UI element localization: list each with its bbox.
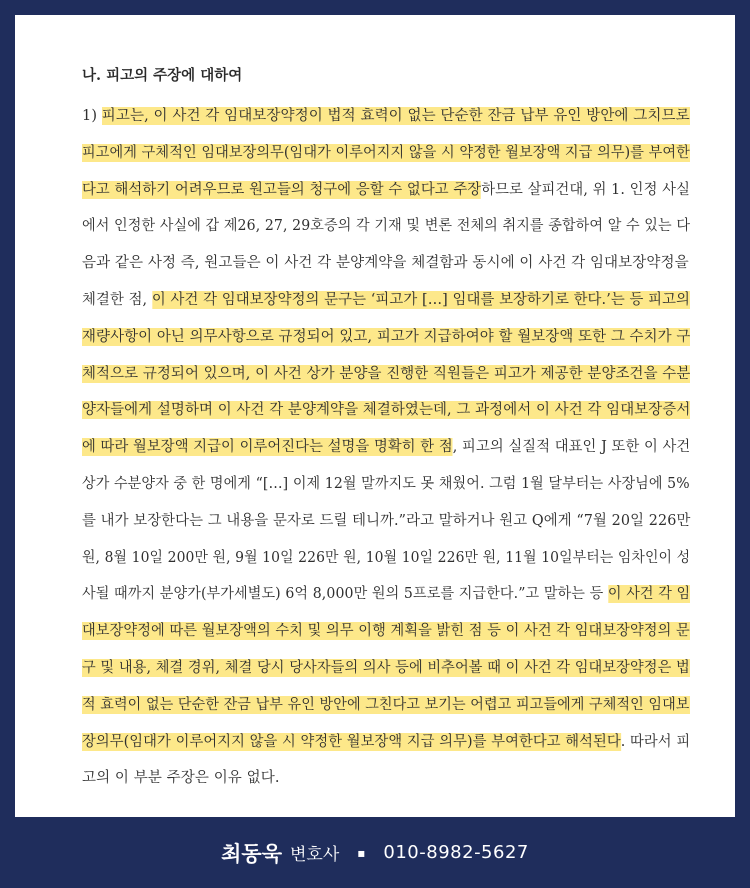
- highlighted-text: 다고 해석하기 어려우므로 원고들의 청구에 응할 수 없다고 주장: [82, 181, 482, 198]
- section-heading: 나. 피고의 주장에 대하여: [82, 67, 243, 84]
- highlighted-text: 재량사항이 아닌 의무사항으로 규정되어 있고, 피고가 지급하여야 할 월보장액 또한 그 수치가 구: [82, 328, 691, 345]
- lawyer-title: 변호사: [289, 845, 340, 865]
- text-line: [82, 288, 690, 309]
- plain-text: , 피고의 실질적 대표인 J 또한 이 사건: [452, 439, 691, 456]
- text-line: [82, 398, 690, 419]
- text-line: [82, 730, 690, 751]
- separator-bullet: ▪: [357, 845, 366, 860]
- text-line: [82, 141, 690, 162]
- highlighted-text: 에 따라 월보장액 지급이 이루어진다는 설명을 명확히 한 점: [82, 439, 453, 456]
- highlighted-text: 적 효력이 없는 단순한 잔금 납부 유인 방안에 그친다고 보기는 어렵고 피고들에게 구체적인 임대보: [82, 696, 690, 713]
- plain-text: 에서 인정한 사실에 갑 제26, 27, 29호증의 각 기재 및 변론 전체의 취지를 종합하여 알 수 있는 다: [82, 218, 691, 235]
- text-line: [82, 251, 689, 272]
- plain-text: 1): [82, 108, 102, 124]
- highlighted-text: 이 사건 각 임: [607, 586, 691, 603]
- highlighted-text: 구 및 내용, 체결 경위, 체결 당시 당사자들의 의사 등에 비추어볼 때 이 사건 각 임대보장약정은 법: [82, 660, 690, 676]
- text-line: [82, 178, 690, 199]
- text-line: [82, 766, 280, 787]
- plain-text: 하므로 살피건대, 위 1. 인정 사실: [481, 181, 691, 198]
- text-line: [82, 656, 690, 677]
- plain-text: 를 내가 보장한다는 그 내용을 문자로 드릴 테니까.”라고 말하거나 원고 Q에게 “7월 20일 226만: [82, 512, 691, 529]
- document-page: [15, 15, 735, 817]
- lawyer-name: 최동욱: [221, 841, 282, 866]
- highlighted-text: 체적으로 규정되어 있으며, 이 사건 상가 분양을 진행한 직원들은 피고가 제공한 분양조건을 수분: [82, 365, 691, 382]
- text-line: [82, 104, 690, 125]
- plain-text: 음과 같은 사정 즉, 원고들은 이 사건 각 분양계약을 체결함과 동시에 이 사건 각 임대보장약정을: [82, 255, 689, 272]
- text-line: [82, 619, 690, 640]
- text-line: [82, 509, 690, 530]
- text-line: [82, 546, 690, 567]
- highlighted-text: 대보장약정에 따른 월보장액의 수치 및 의무 이행 계획을 밝힌 점 등 이 사건 각 임대보장약정의 문: [82, 623, 690, 640]
- highlighted-text: 이 사건 각 임대보장약정의 문구는 ‘피고가 […] 임대를 보장하기로 한다.’는 등 피고의: [151, 292, 691, 308]
- plain-text: 사될 때까지 분양가(부가세별도) 6억 8,000만 원의 5프로를 지급한다.”고 말하는 등: [82, 586, 608, 603]
- text-line: [82, 472, 690, 493]
- text-line: [82, 435, 690, 456]
- footer-bar: [0, 817, 750, 888]
- plain-text: . 따라서 피: [620, 733, 691, 750]
- highlighted-text: 피고는, 이 사건 각 임대보장약정이 법적 효력이 없는 단순한 잔금 납부 유인 방안에 그치므로: [101, 108, 690, 124]
- highlighted-text: 장의무(임대가 이루어지지 않을 시 약정한 월보장액 지급 의무)를 부여한다고 해석된다: [82, 733, 621, 750]
- text-line: [82, 362, 690, 383]
- text-line: [82, 325, 690, 346]
- plain-text: 고의 이 부분 주장은 이유 없다.: [82, 770, 280, 787]
- text-line: [82, 582, 690, 603]
- text-line: [82, 693, 690, 714]
- text-line: [82, 214, 690, 235]
- plain-text: 체결한 점,: [82, 292, 152, 308]
- plain-text: 상가 수분양자 중 한 명에게 “[…] 이제 12월 말까지도 못 채웠어. 그럼 1월 달부터는 사장님에 5%: [82, 476, 690, 492]
- highlighted-text: 피고에게 구체적인 임대보장의무(임대가 이루어지지 않을 시 약정한 월보장액 지급 의무)를 부여한: [82, 144, 690, 161]
- highlighted-text: 양자들에게 설명하며 이 사건 각 분양계약을 체결하였는데, 그 과정에서 이 사건 각 임대보장증서: [82, 402, 691, 419]
- phone-number[interactable]: 010-8982-5627: [383, 842, 529, 863]
- plain-text: 원, 8월 10일 200만 원, 9월 10일 226만 원, 10월 10일 226만 원, 11월 10일부터는 임차인이 성: [82, 549, 691, 566]
